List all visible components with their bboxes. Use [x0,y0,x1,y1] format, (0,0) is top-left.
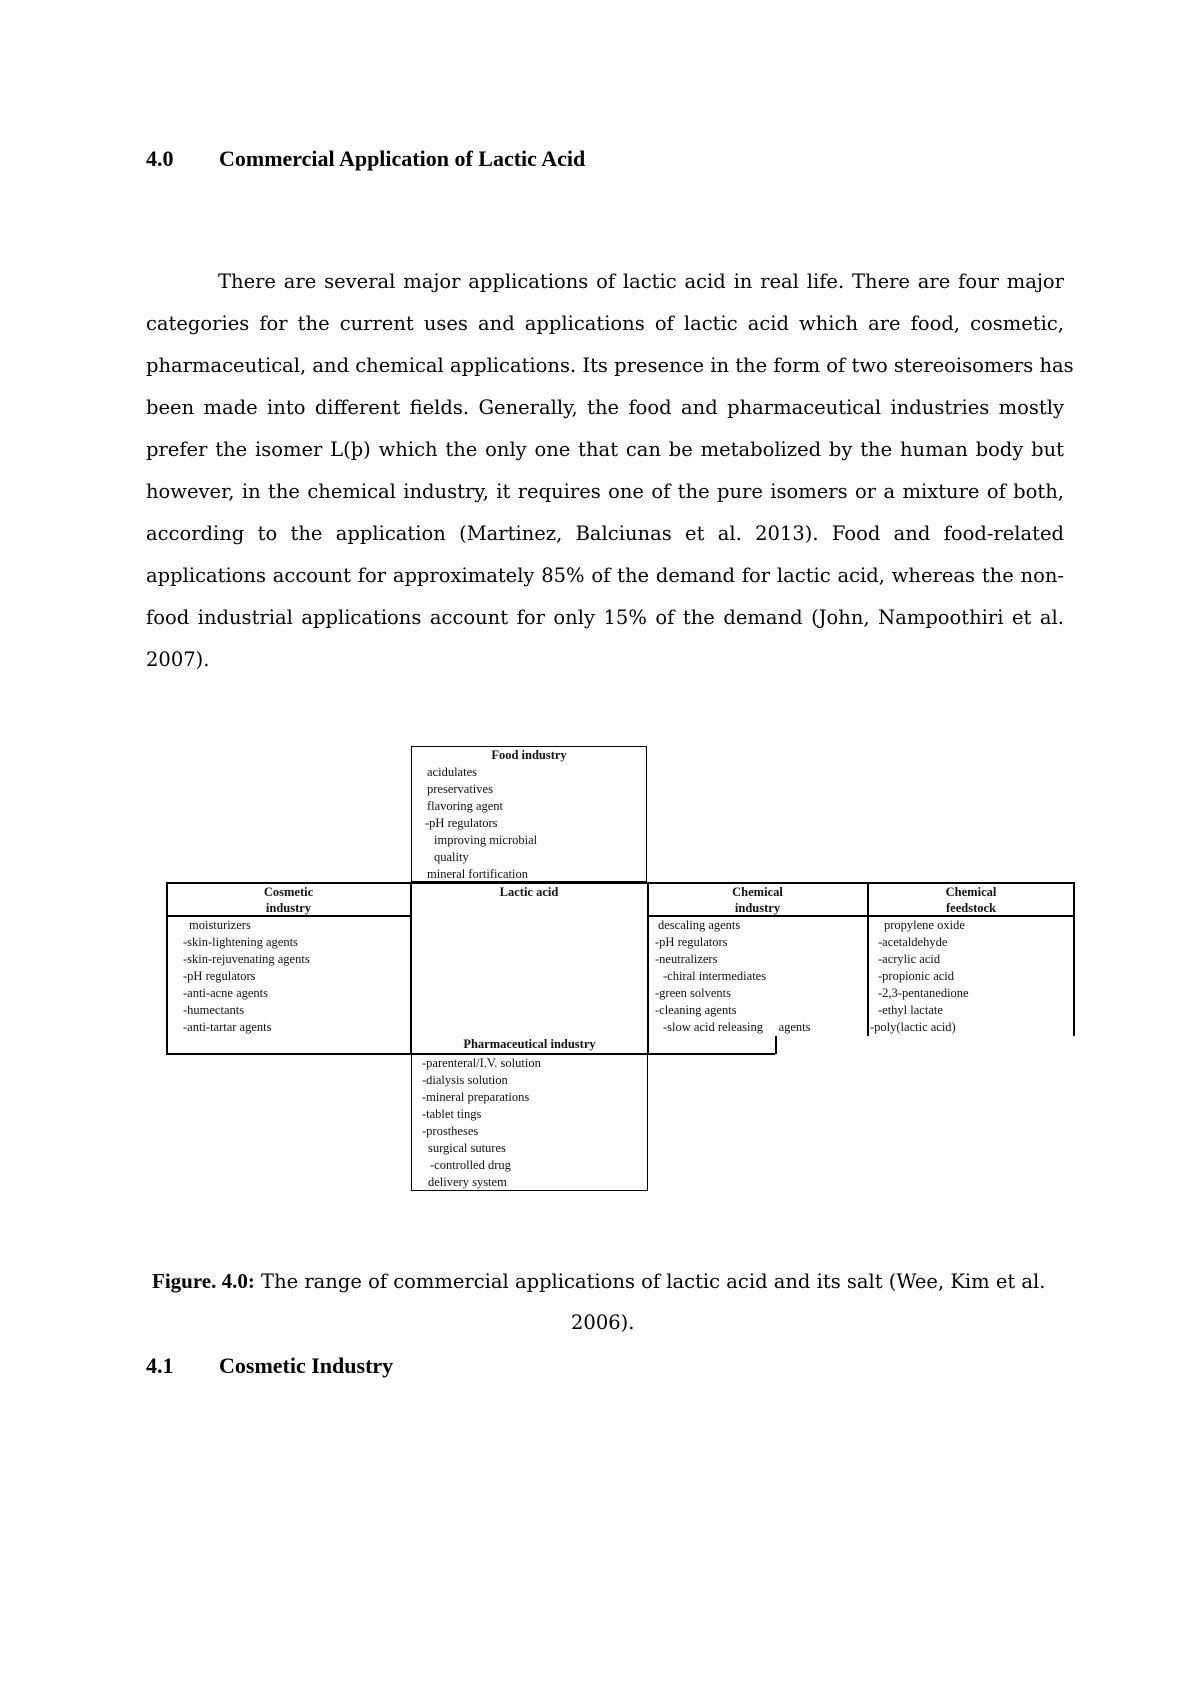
chemical-item: -green solvents [655,986,732,1000]
band-top-rule [166,882,1074,884]
food-industry-box [411,746,647,882]
pharma-industry-box [411,1053,648,1191]
section-number: 4.0 [146,146,174,171]
feedstock-item: propylene oxide [884,918,965,932]
cosmetic-item: -anti-acne agents [183,986,269,1000]
band-bottom-rule-left [166,1053,648,1055]
paragraph-line: There are several major applications of lactic acid in real life. There are four major [218,270,1064,293]
paragraph-line: pharmaceutical, and chemical applications. Its presence in the form of two stereoisomers has [146,354,1074,377]
pharma-item: delivery system [428,1175,507,1189]
paragraph-line: according to the application (Martinez, Balciunas et al. 2013). Food and food-related [146,522,1064,545]
food-item: mineral fortification [427,867,529,881]
band-right-rule [1073,882,1075,1036]
chemical-header-rule [647,915,867,917]
cosmetic-item: -skin-rejuvenating agents [183,952,310,966]
cosmetic-item: -skin-lightening agents [183,935,298,949]
cosmetic-title-line2: industry [265,901,312,915]
section-title: Cosmetic Industry [219,1353,394,1378]
pharma-item: -mineral preparations [422,1090,530,1104]
feedstock-header-rule [867,915,1074,917]
paragraph-line: 2007). [146,648,210,671]
food-item: -pH regulators [425,816,498,830]
chemical-item: -cleaning agents [655,1003,737,1017]
feedstock-item: -poly(lactic acid) [870,1020,956,1034]
feedstock-item: -ethyl lactate [878,1003,943,1017]
feedstock-title-line2: feedstock [946,901,996,915]
cosmetic-item: -anti-tartar agents [183,1020,272,1034]
paragraph-line: applications account for approximately 85% of the demand for lactic acid, whereas the non- [146,564,1064,587]
chemical-bracket-rule [775,1036,777,1054]
chemical-item: descaling agents [658,918,741,932]
cosmetic-item: moisturizers [189,918,251,932]
cosmetic-item: -pH regulators [183,969,256,983]
paragraph-line: food industrial applications account for only 15% of the demand (John, Nampoothiri et al. [146,606,1064,629]
chemical-industry-title-line1: Chemical [732,885,783,899]
feedstock-item: -acetaldehyde [878,935,948,949]
food-item: flavoring agent [427,799,504,813]
pharma-industry-title: Pharmaceutical industry [463,1037,596,1051]
paragraph-line: prefer the isomer L(þ) which the only one that can be metabolized by the human body but [146,438,1064,461]
cosmetic-item: -humectants [183,1003,245,1017]
center-right-rule [647,882,649,1054]
figure-caption [152,1269,1045,1294]
pharma-item: -tablet tings [422,1107,482,1121]
pharma-item: -prostheses [422,1124,479,1138]
lactic-acid-title: Lactic acid [499,885,559,899]
feedstock-item: -2,3-pentanedione [878,986,969,1000]
paragraph-line: however, in the chemical industry, it requires one of the pure isomers or a mixture of both, [146,480,1064,503]
pharma-item: -controlled drug [430,1158,511,1172]
feedstock-item: -propionic acid [878,969,955,983]
figure-caption-text: The range of commercial applications of lactic acid and its salt (Wee, Kim et al. [254,1270,1046,1293]
food-industry-title: Food industry [491,748,567,762]
feedstock-item: -acrylic acid [878,952,941,966]
food-item: acidulates [427,765,477,779]
chemical-item: -pH regulators [655,935,728,949]
chemical-item: -neutralizers [655,952,718,966]
figure-caption-line2: 2006). [571,1311,635,1334]
pharma-item: -dialysis solution [422,1073,508,1087]
paragraph-line: been made into different fields. Generally, the food and pharmaceutical industries mostly [146,396,1064,419]
feedstock-left-rule [867,882,869,1036]
cosmetic-title-line1: Cosmetic [263,885,314,899]
section-number: 4.1 [146,1353,174,1378]
feedstock-title-line1: Chemical [945,885,997,899]
chemical-industry-title-line2: industry [734,901,781,915]
figure-caption-label: Figure. 4.0: [152,1269,255,1293]
pharma-item: surgical sutures [428,1141,506,1155]
food-item: improving microbial [434,833,538,847]
pharma-item: -parenteral/I.V. solution [422,1056,541,1070]
section-title: Commercial Application of Lactic Acid [219,146,586,171]
food-item: preservatives [427,782,493,796]
band-bottom-rule-mid [648,1053,775,1055]
band-left-rule [166,882,168,1054]
paragraph-line: categories for the current uses and applications of lactic acid which are food, cosmetic, [146,312,1064,335]
food-item: quality [434,850,469,864]
chemical-item: -chiral intermediates [663,969,767,983]
cosmetic-header-rule [166,915,411,917]
center-left-rule [410,882,412,1054]
chemical-item: -slow acid releasing agents [663,1020,811,1034]
